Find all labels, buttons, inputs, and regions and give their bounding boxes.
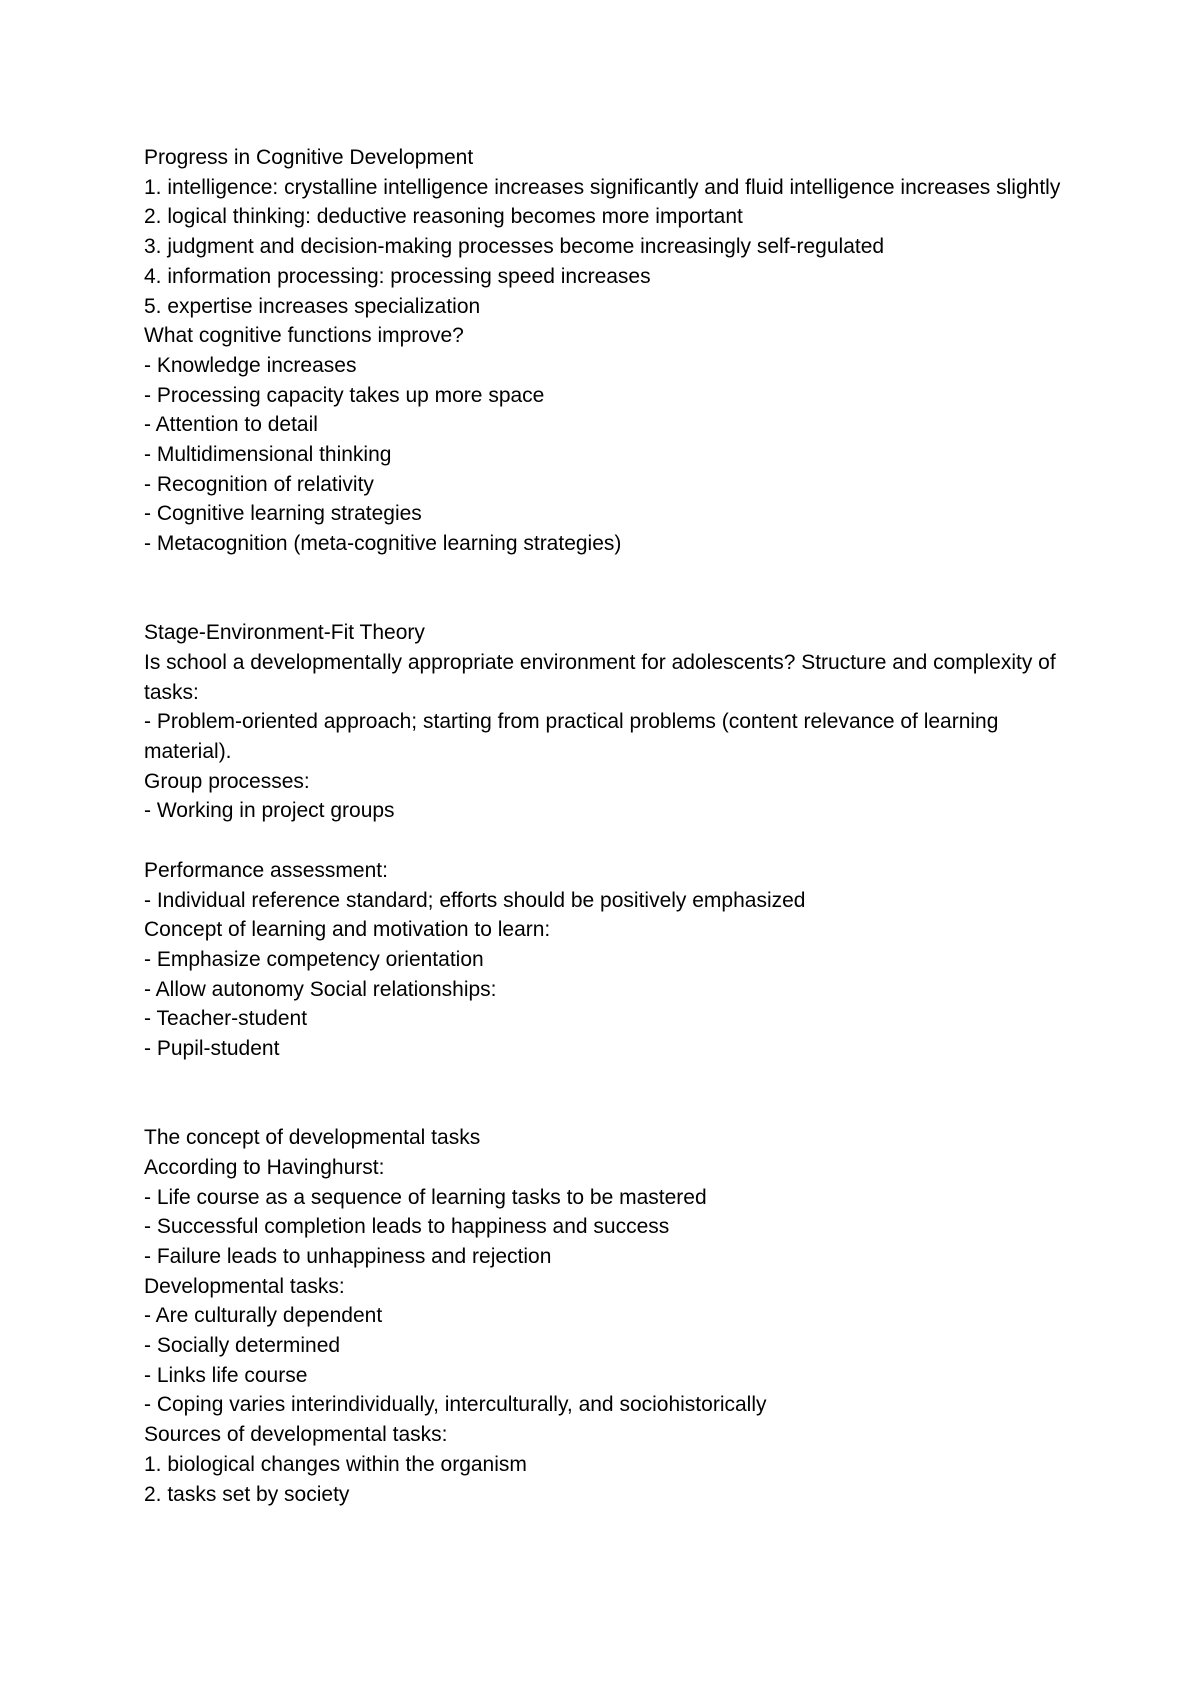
text-line: - Coping varies interindividually, interculturally, and sociohistorically (144, 1393, 767, 1417)
text-line: - Processing capacity takes up more space (144, 383, 545, 407)
text-line: 1. intelligence: crystalline intelligence increases significantly and fluid intelligence increases slightly (144, 175, 1061, 199)
text-line: - Multidimensional thinking (144, 443, 392, 467)
text-line: Group processes: (144, 769, 310, 793)
blank-line (144, 589, 1084, 619)
text-line: - Links life course (144, 1363, 308, 1387)
text-line: According to Havinghurst: (144, 1155, 385, 1179)
blank-line (144, 826, 1084, 856)
text-line: Progress in Cognitive Development (144, 146, 474, 169)
text-line: - Metacognition (meta-cognitive learning strategies) (144, 532, 622, 556)
text-line: - Pupil-student (144, 1037, 280, 1061)
text-line: - Knowledge increases (144, 353, 357, 377)
text-line: - Problem-oriented approach; starting from practical problems (content relevance of learning material). (144, 710, 999, 764)
text-line: Stage-Environment-Fit Theory (144, 621, 425, 645)
text-line: What cognitive functions improve? (144, 324, 464, 348)
text-line: 2. logical thinking: deductive reasoning becomes more important (144, 205, 743, 229)
text-line: - Are culturally dependent (144, 1304, 383, 1328)
blank-line (144, 559, 1084, 589)
text-line: 3. judgment and decision-making processes become increasingly self-regulated (144, 235, 885, 259)
text-line: - Attention to detail (144, 413, 318, 437)
text-line: 2. tasks set by society (144, 1482, 350, 1506)
text-line: 1. biological changes within the organism (144, 1452, 527, 1476)
text-line: - Life course as a sequence of learning tasks to be mastered (144, 1185, 707, 1209)
document-body (144, 143, 1084, 1509)
text-line: - Successful completion leads to happiness and success (144, 1215, 670, 1239)
text-line: - Socially determined (144, 1334, 341, 1358)
blank-line (144, 1064, 1084, 1094)
text-line: Is school a developmentally appropriate environment for adolescents? Structure and complexity of tasks: (144, 650, 1056, 704)
text-line: 5. expertise increases specialization (144, 294, 481, 318)
text-line: 4. information processing: processing speed increases (144, 264, 651, 288)
text-line: Developmental tasks: (144, 1274, 345, 1298)
text-line: - Failure leads to unhappiness and rejection (144, 1244, 552, 1268)
text-line: - Recognition of relativity (144, 472, 374, 496)
text-line: - Cognitive learning strategies (144, 502, 422, 526)
text-line: - Emphasize competency orientation (144, 947, 484, 971)
text-line: - Teacher-student (144, 1007, 308, 1031)
text-line: Performance assessment: (144, 858, 388, 882)
text-line: - Allow autonomy Social relationships: (144, 977, 497, 1001)
text-line: Sources of developmental tasks: (144, 1423, 448, 1447)
text-line: The concept of developmental tasks (144, 1126, 481, 1150)
text-line: - Working in project groups (144, 799, 395, 823)
text-line: Concept of learning and motivation to learn: (144, 918, 551, 942)
text-line: - Individual reference standard; efforts should be positively emphasized (144, 888, 806, 912)
blank-line (144, 1093, 1084, 1123)
